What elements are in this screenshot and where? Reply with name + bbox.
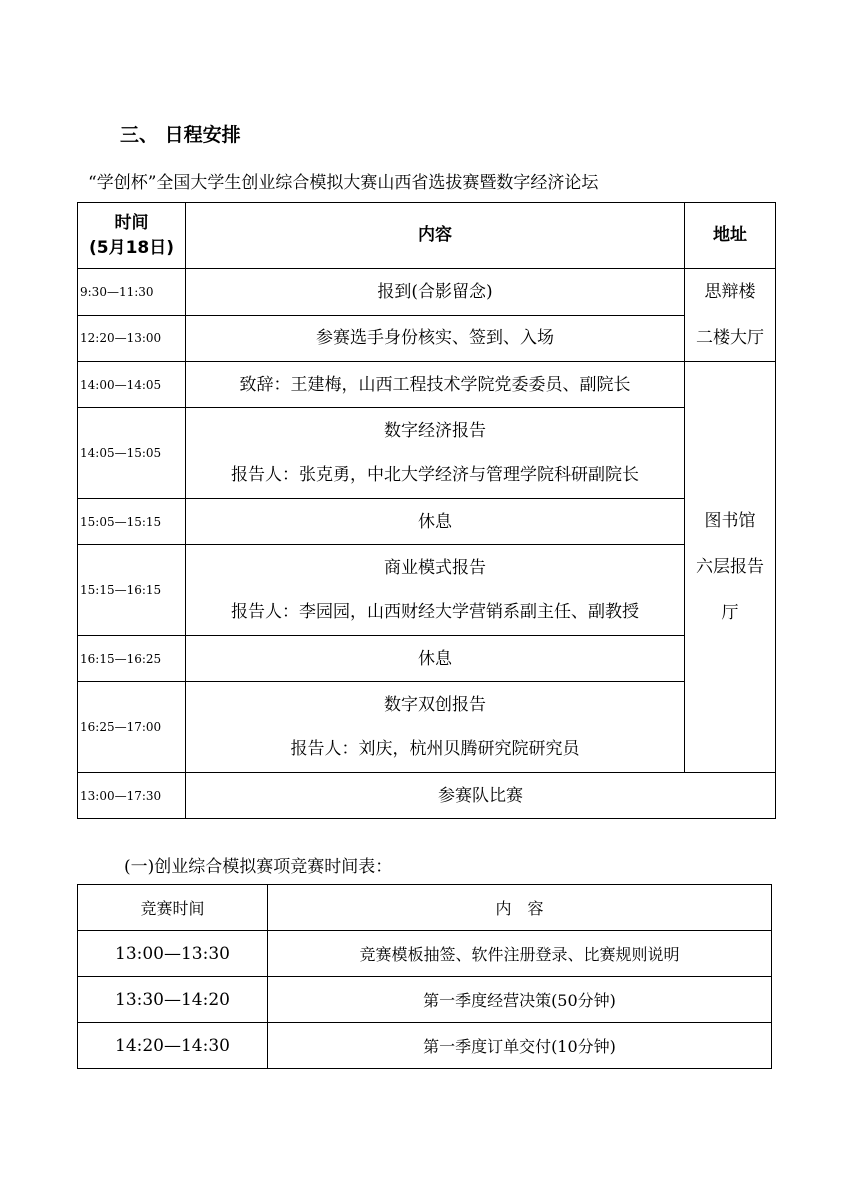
table-row <box>78 977 772 1023</box>
row-content <box>186 682 685 773</box>
table-row <box>78 636 776 682</box>
row-time: 16:25—17:00 <box>78 682 186 773</box>
row-content: 参赛队比赛 <box>186 773 776 819</box>
table-row <box>78 682 776 773</box>
location-line: 思辩楼 <box>704 282 756 302</box>
table-row <box>78 773 776 819</box>
time-header-line2: (5月18日) <box>88 237 175 258</box>
table-row <box>78 931 772 977</box>
competition-table <box>77 884 772 1069</box>
location-line: 二楼大厅 <box>696 328 764 348</box>
event-title: “学创杯”全国大学生创业综合模拟大赛山西省选拔赛暨数字经济论坛 <box>88 173 599 193</box>
location-cell <box>685 362 776 773</box>
schedule-table <box>77 202 776 819</box>
row-content <box>186 545 685 636</box>
row-time: 12:20—13:00 <box>78 315 186 362</box>
row-time: 14:00—14:05 <box>78 362 186 408</box>
row-time: 16:15—16:25 <box>78 636 186 682</box>
row-time: 14:20—14:30 <box>78 1023 268 1069</box>
row-time: 15:05—15:15 <box>78 499 186 545</box>
table-row <box>78 408 776 499</box>
location-line: 图书馆 <box>704 511 756 531</box>
location-cell <box>685 269 776 362</box>
report-title: 商业模式报告 <box>384 558 486 578</box>
table-row <box>78 499 776 545</box>
row-content: 第一季度经营决策(50分钟) <box>268 977 772 1023</box>
table-row <box>78 315 776 362</box>
table-row <box>78 362 776 408</box>
row-content: 休息 <box>186 499 685 545</box>
time-header <box>78 203 186 269</box>
report-speaker: 报告人：张克勇，中北大学经济与管理学院科研副院长 <box>231 465 639 485</box>
row-content: 报到(合影留念) <box>186 269 685 316</box>
competition-heading: (一)创业综合模拟赛项竞赛时间表： <box>124 857 393 877</box>
row-time: 13:30—14:20 <box>78 977 268 1023</box>
location-line: 厅 <box>721 603 739 623</box>
content-header: 内容 <box>186 203 685 269</box>
competition-time-header: 竞赛时间 <box>78 885 268 931</box>
row-content: 第一季度订单交付(10分钟) <box>268 1023 772 1069</box>
row-content: 致辞：王建梅，山西工程技术学院党委委员、副院长 <box>186 362 685 408</box>
row-content: 休息 <box>186 636 685 682</box>
competition-content-header: 内 容 <box>268 885 772 931</box>
report-title: 数字经济报告 <box>384 421 486 441</box>
row-time: 13:00—17:30 <box>78 773 186 819</box>
row-content: 竞赛模板抽签、软件注册登录、比赛规则说明 <box>268 931 772 977</box>
table-row <box>78 1023 772 1069</box>
row-content <box>186 408 685 499</box>
row-time: 15:15—16:15 <box>78 545 186 636</box>
report-speaker: 报告人：刘庆，杭州贝腾研究院研究员 <box>290 739 580 759</box>
location-line: 六层报告 <box>696 557 764 577</box>
row-content: 参赛选手身份核实、签到、入场 <box>186 315 685 362</box>
row-time: 13:00—13:30 <box>78 931 268 977</box>
table-row <box>78 545 776 636</box>
table-row <box>78 269 776 316</box>
location-header: 地址 <box>685 203 776 269</box>
row-time: 9:30—11:30 <box>78 269 186 316</box>
time-header-line1: 时间 <box>114 212 149 233</box>
report-speaker: 报告人：李园园，山西财经大学营销系副主任、副教授 <box>231 602 639 622</box>
report-title: 数字双创报告 <box>384 695 486 715</box>
competition-header-row <box>78 885 772 931</box>
section-heading: 三、 日程安排 <box>120 124 241 146</box>
schedule-header-row <box>78 203 776 269</box>
row-time: 14:05—15:05 <box>78 408 186 499</box>
